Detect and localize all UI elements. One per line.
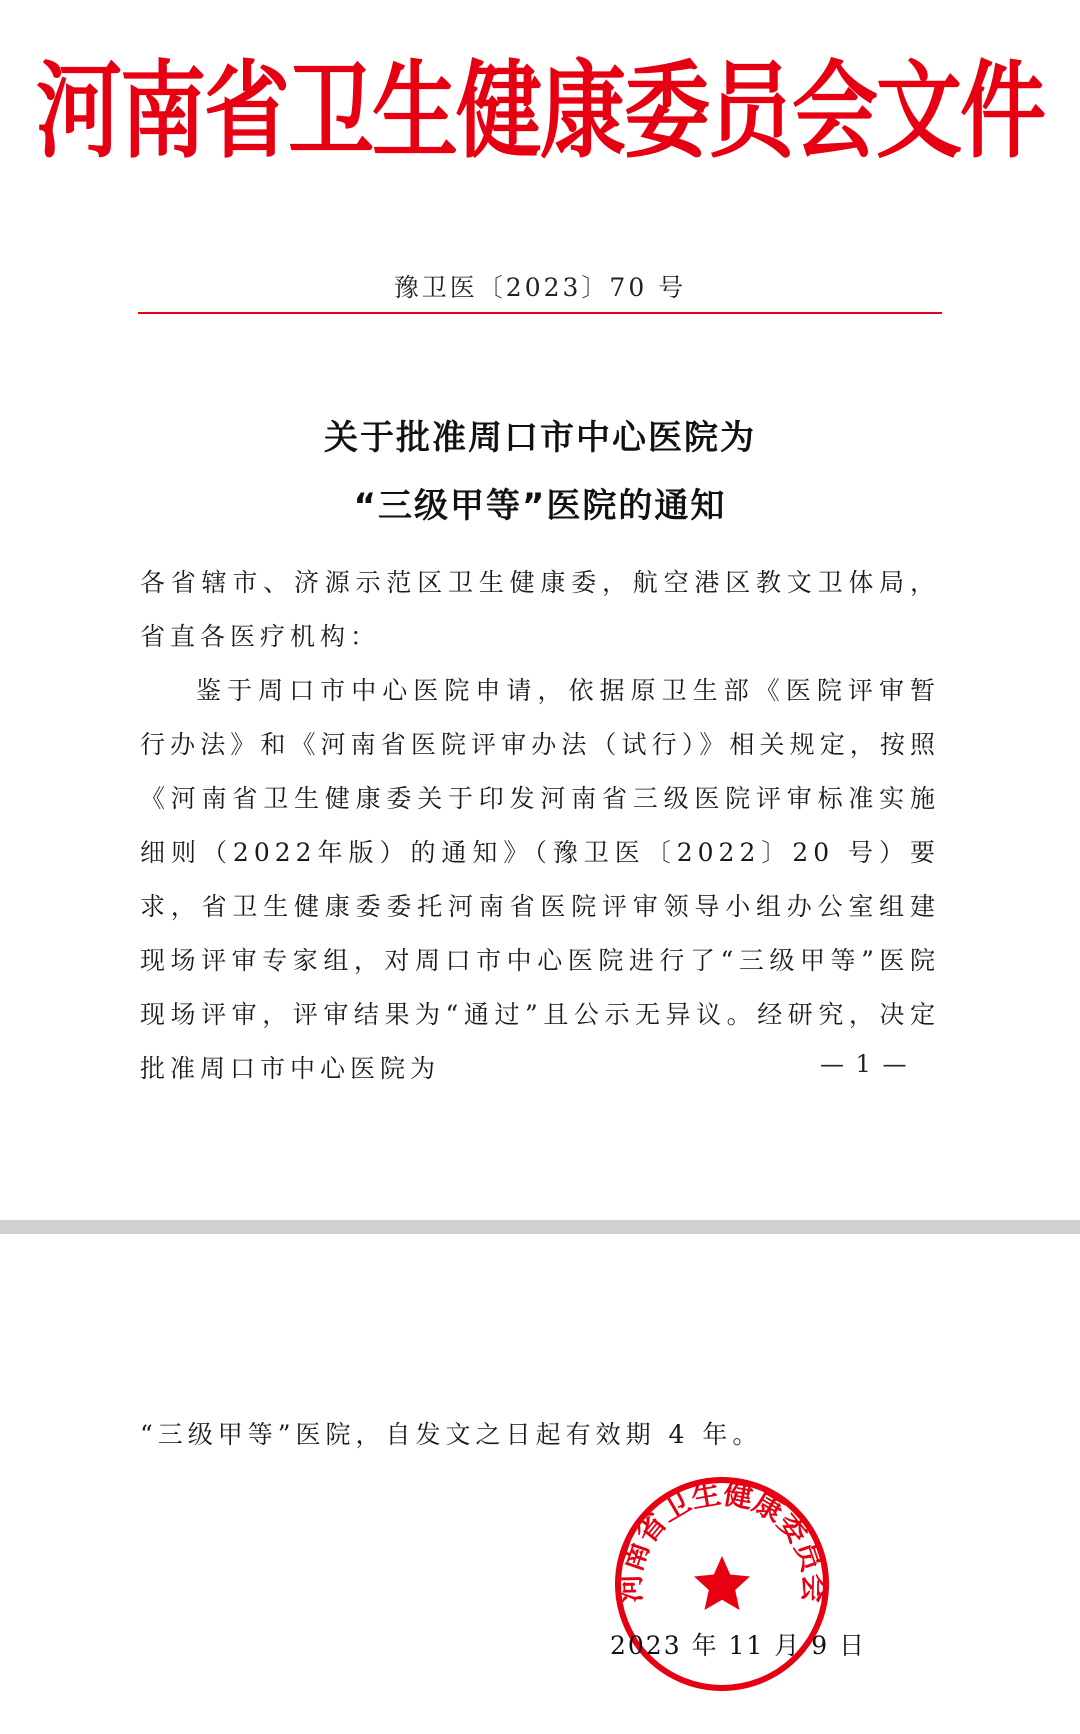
red-divider: [138, 312, 942, 314]
addressee: 各省辖市、济源示范区卫生健康委，航空港区教文卫体局，省直各医疗机构：: [140, 568, 940, 651]
document-number: 豫卫医〔2023〕70 号: [393, 273, 687, 302]
body-paragraph: 鉴于周口市中心医院申请，依据原卫生部《医院评审暂行办法》和《河南省医院评审办法（试行）》相关规定，按照《河南省卫生健康委关于印发河南省三级医院评审标准实施细则（2022年版）的通知》（豫卫医〔2022〕20 号）要求，省卫生健康委委托河南省医院评审领导小组办公室组建现场评审专家组，对周口市中心医院进行了“三级甲等”医院现场评审，评审结果为“通过”且公示无异议。经研究，决定批准周口市中心医院为: [140, 676, 940, 1083]
page-separator: [0, 1220, 1080, 1234]
document-title-line-2: “三级甲等”医院的通知: [353, 486, 727, 526]
issue-date: 2023 年 11 月 9 日: [610, 1631, 867, 1660]
star-icon: [694, 1556, 750, 1610]
seal-text: 河南省卫生健康委员会: [612, 1476, 832, 1604]
page-2: [0, 1234, 1080, 1734]
page-number: — 1 —: [820, 1050, 909, 1078]
document-title-line-1: 关于批准周口市中心医院为: [324, 418, 756, 458]
continuation-paragraph: “三级甲等”医院，自发文之日起有效期 4 年。: [140, 1420, 763, 1449]
agency-title: 河南省卫生健康委员会文件: [36, 51, 1044, 174]
